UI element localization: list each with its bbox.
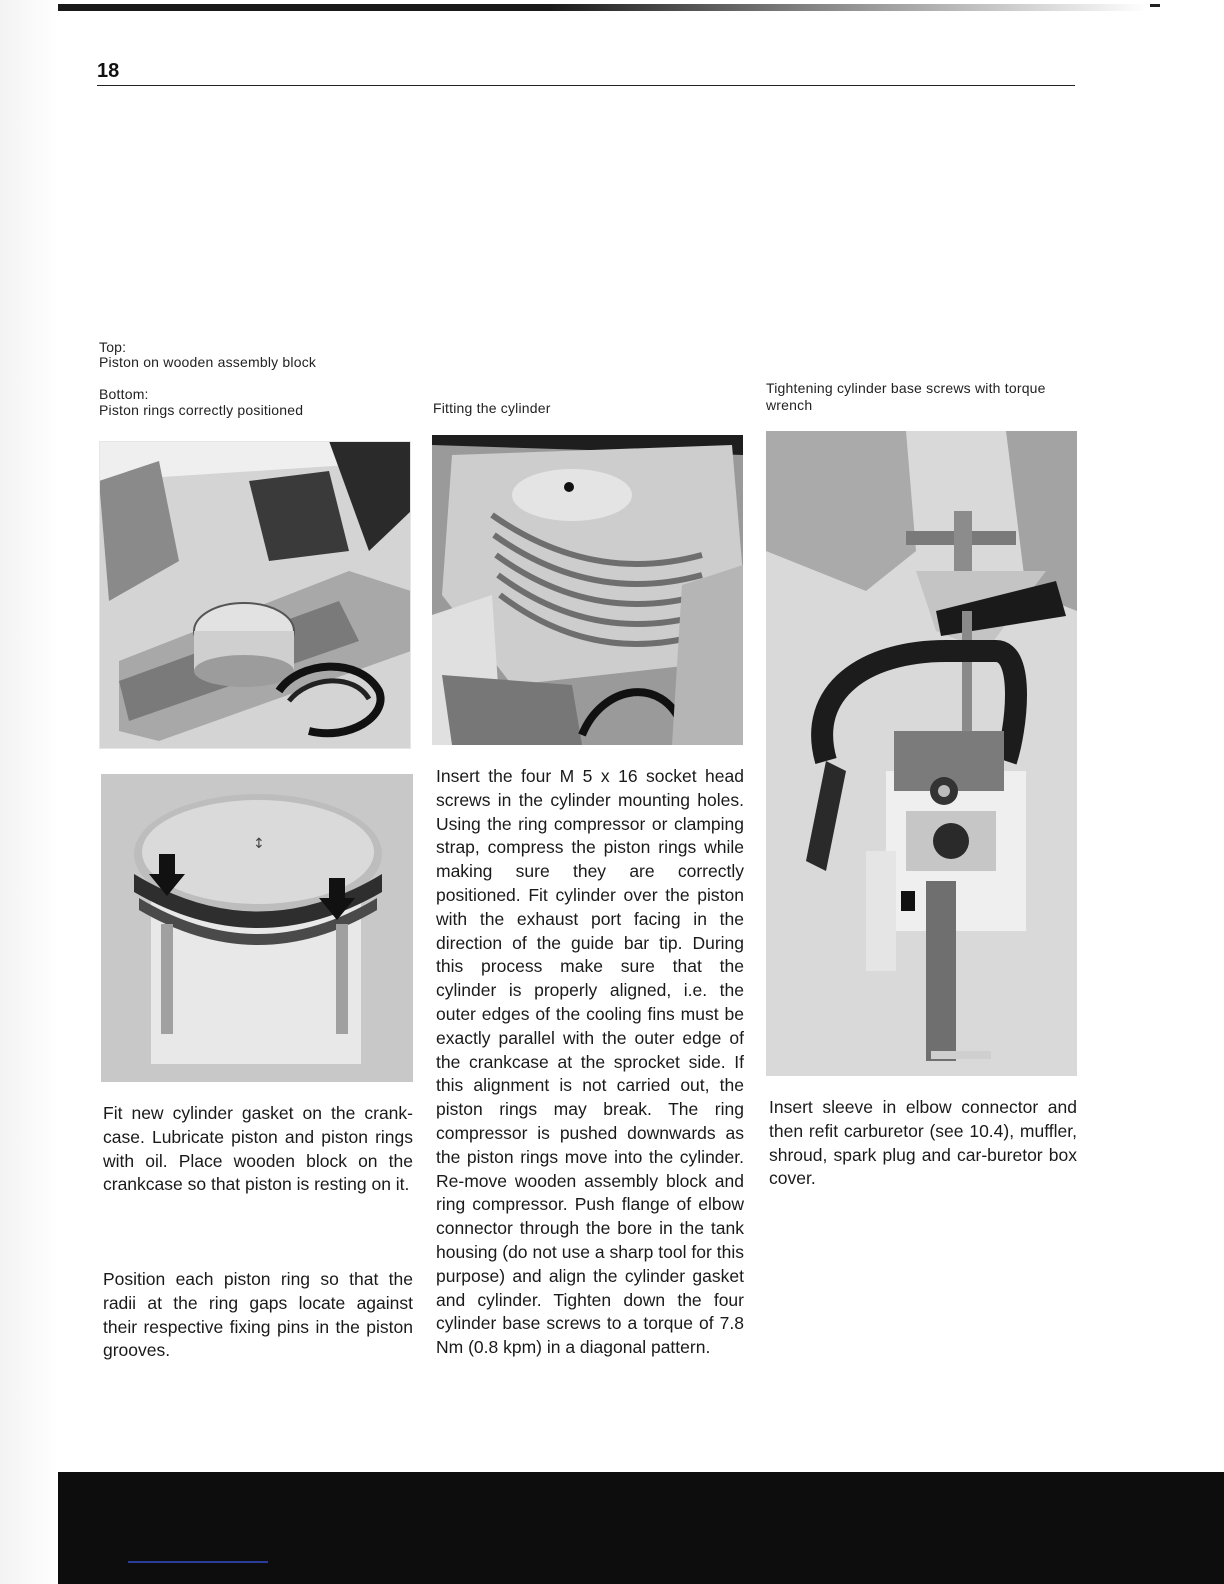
header-rule [97, 85, 1075, 86]
caption-bottom-label: Bottom: [99, 386, 149, 402]
photo-fitting-cylinder [432, 435, 743, 745]
scan-top-border [58, 4, 1148, 11]
scan-margin [0, 0, 58, 1584]
right-paragraph-carburetor: Insert sleeve in elbow connector and then refit carburetor (see 10.4), muffler, shroud, spark plug and car-buretor box cover. [769, 1097, 1077, 1189]
caption-top-label: Top: [99, 339, 127, 355]
photo-torque-wrench [766, 431, 1077, 1076]
scan-bottom-border [58, 1472, 1224, 1584]
left-paragraph-rings: Position each piston ring so that the radii at the ring gaps locate against their respective fixing pins in the piston grooves. [103, 1269, 413, 1361]
caption-torque-wrench: Tightening cylinder base screws with torque wrench [766, 380, 1046, 413]
page-number: 18 [97, 60, 120, 82]
left-paragraph-gasket: Fit new cylinder gasket on the crank-case. Lubricate piston and piston rings with oil. Place wooden block on the crankcase so that piston is resting on it. [103, 1103, 413, 1195]
caption-bottom-text: Piston rings correctly positioned [99, 402, 304, 418]
photo-piston-on-block [99, 441, 411, 749]
svg-text:↕: ↕ [253, 836, 265, 852]
caption-fitting-cylinder: Fitting the cylinder [433, 400, 551, 416]
caption-top-text: Piston on wooden assembly block [99, 354, 317, 370]
photo-piston-rings [101, 774, 413, 1082]
scan-mark [1150, 4, 1160, 7]
scan-underline [128, 1561, 268, 1563]
middle-paragraph-cylinder: Insert the four M 5 x 16 socket head screws in the cylinder mounting holes. Using the ring compressor or clamping strap, compress the piston rings while making sure they are correctly positioned. Fit cylinder over the piston with the exhaust port facing in the direction of the guide bar tip. During this process make sure that the cylinder is properly aligned, i.e. the outer edges of the cooling fins must be exactly parallel with the outer edge of the crankcase at the sprocket side. If this alignment is not carried out, the piston rings may break. The ring compressor is pushed downwards as the piston rings move into the cylinder. Re-move wooden assembly block and ring compressor. Push flange of elbow connector through the bore in the tank housing (do not use a sharp tool for this purpose) and align the cylinder gasket and cylinder. Tighten down the four cylinder base screws to a torque of 7.8 Nm (0.8 kpm) in a diagonal pattern. [436, 766, 744, 1358]
